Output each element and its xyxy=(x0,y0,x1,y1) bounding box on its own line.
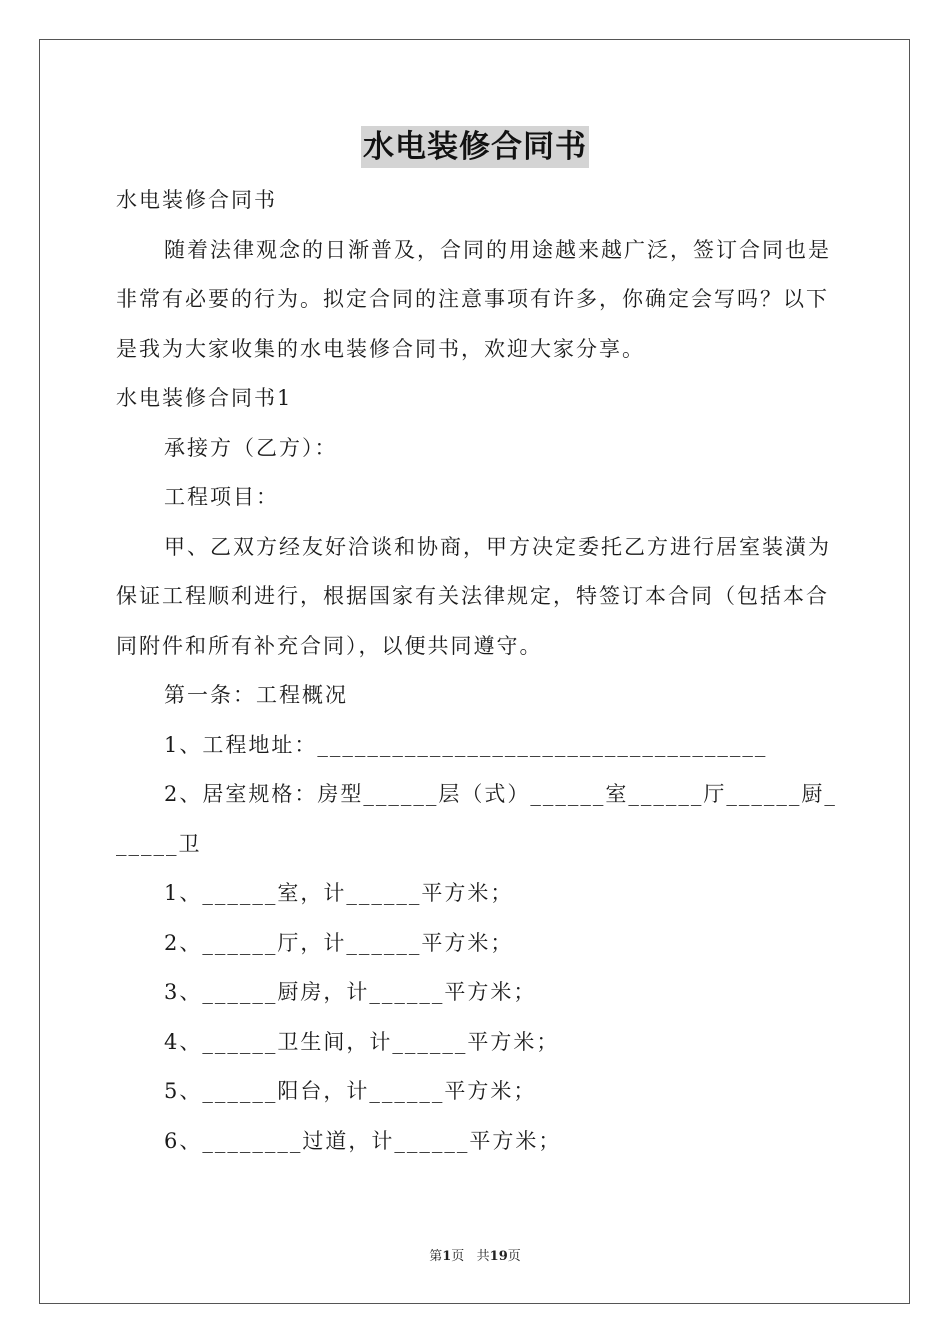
page-suffix: 页 xyxy=(507,1249,521,1264)
title-container xyxy=(0,126,950,168)
area-item: 5、______阳台，计______平方米； xyxy=(164,1079,537,1103)
area-item: 1、______室，计______平方米； xyxy=(164,881,514,905)
article-one-heading: 第一条：工程概况 xyxy=(164,683,348,707)
area-item: 3、______厨房，计______平方米； xyxy=(164,980,537,1004)
area-item: 4、______卫生间，计______平方米； xyxy=(164,1029,560,1054)
address-line: 1、工程地址：____________________________________ xyxy=(164,732,768,757)
document-body xyxy=(116,176,836,1166)
page-prefix: 第 xyxy=(429,1249,443,1264)
section-heading: 水电装修合同书1 xyxy=(116,386,293,410)
area-item: 6、________过道，计______平方米； xyxy=(164,1128,562,1153)
page-mid: 页 共 xyxy=(451,1249,490,1264)
area-item: 2、______厅，计______平方米； xyxy=(164,930,514,955)
room-spec-line-cont: _____卫 xyxy=(116,831,202,856)
agreement-paragraph: 甲、乙双方经友好洽谈和协商，甲方决定委托乙方进行居室装潢为保证工程顺利进行，根据国家有关法律规定，特签订本合同（包括本合同附件和所有补充合同），以便共同遵守。 xyxy=(116,534,831,658)
page-total: 19 xyxy=(489,1249,508,1264)
page-current: 1 xyxy=(442,1249,452,1264)
project-line: 工程项目： xyxy=(164,485,279,509)
document-title: 水电装修合同书 xyxy=(361,126,589,168)
intro-paragraph: 随着法律观念的日渐普及，合同的用途越来越广泛，签订合同也是非常有必要的行为。拟定合同的注意事项有许多，你确定会写吗？以下是我为大家收集的水电装修合同书，欢迎大家分享。 xyxy=(116,237,831,361)
party-b-line: 承接方（乙方）： xyxy=(164,435,338,460)
document-subtitle: 水电装修合同书 xyxy=(116,188,277,212)
room-spec-line: 2、居室规格：房型______层（式）______室______厅______厨_ xyxy=(164,782,837,806)
page-footer xyxy=(0,1245,950,1264)
